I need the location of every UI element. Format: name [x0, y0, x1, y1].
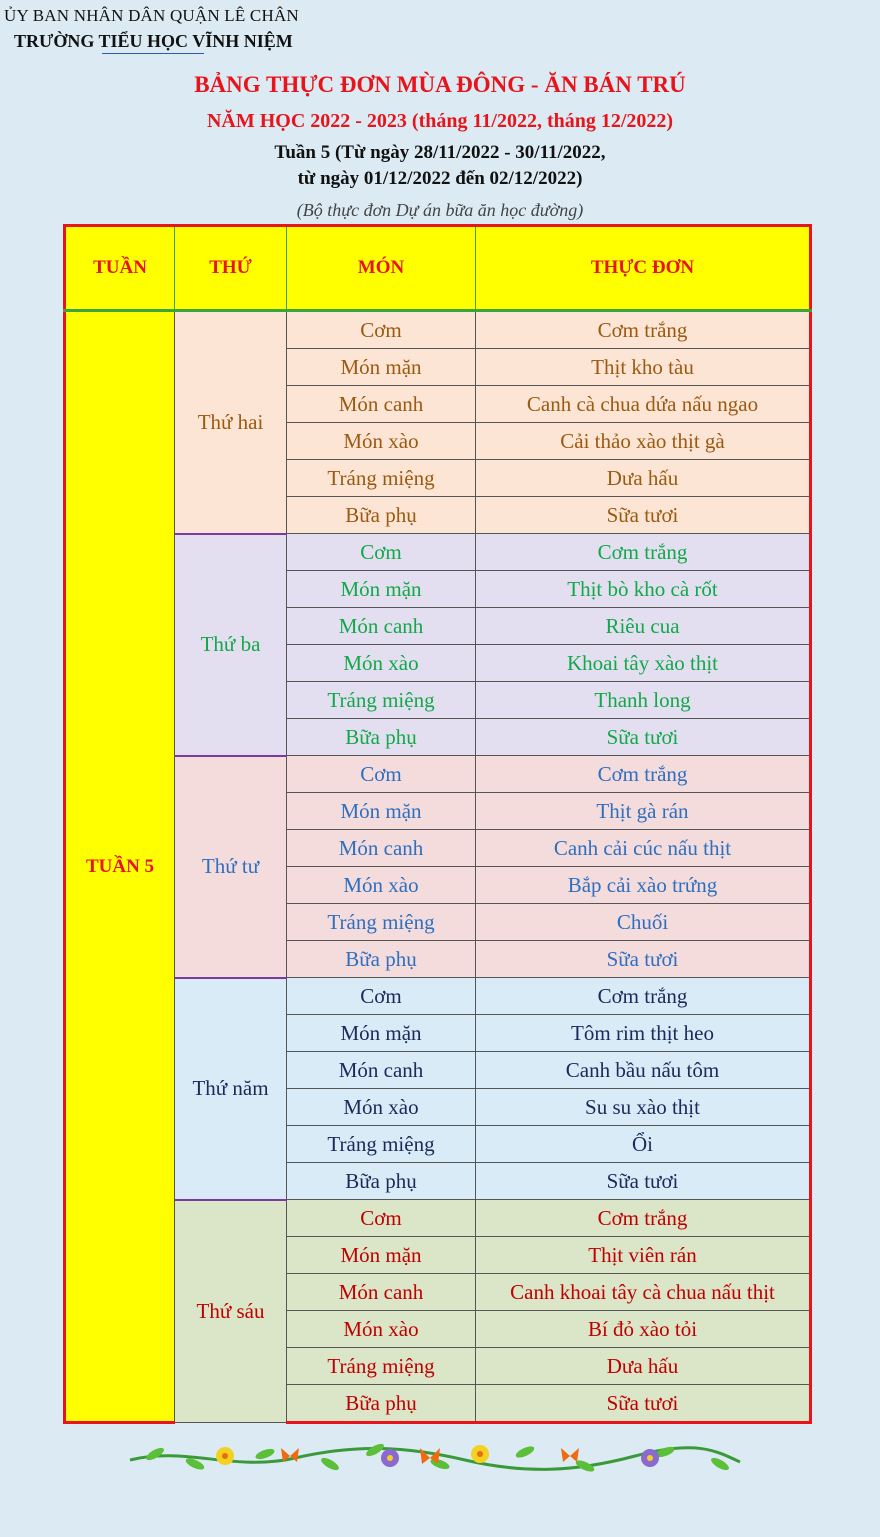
week-range-line1: Tuần 5 (Từ ngày 28/11/2022 - 30/11/2022, [274, 142, 606, 163]
dish-type: Món canh [287, 830, 476, 867]
menu-item: Bắp cải xào trứng [476, 867, 811, 904]
menu-item: Canh cà chua dứa nấu ngao [476, 386, 811, 423]
dish-type: Món canh [287, 386, 476, 423]
menu-item: Thịt bò kho cà rốt [476, 571, 811, 608]
week-range-line2: từ ngày 01/12/2022 đến 02/12/2022) [297, 168, 583, 189]
dish-type: Tráng miệng [287, 904, 476, 941]
menu-item: Cơm trắng [476, 534, 811, 571]
menu-item: Ổi [476, 1126, 811, 1163]
dish-type: Món mặn [287, 793, 476, 830]
table-row [65, 534, 811, 571]
school-year: NĂM HỌC 2022 - 2023 (tháng 11/2022, tháng 12/2022) [206, 110, 674, 132]
menu-item: Thịt kho tàu [476, 349, 811, 386]
menu-item: Sữa tươi [476, 497, 811, 534]
dish-type: Cơm [287, 534, 476, 571]
dish-type: Bữa phụ [287, 497, 476, 534]
day-label: Thứ hai [175, 311, 287, 534]
dish-type: Bữa phụ [287, 1385, 476, 1423]
menu-note: (Bộ thực đơn Dự án bữa ăn học đường) [296, 200, 584, 220]
column-header-week: TUẦN [65, 226, 175, 311]
menu-item: Canh khoai tây cà chua nấu thịt [476, 1274, 811, 1311]
menu-item: Cơm trắng [476, 1200, 811, 1237]
dish-type: Món mặn [287, 349, 476, 386]
dish-type: Món canh [287, 1274, 476, 1311]
school-underline [102, 53, 204, 54]
day-label: Thứ năm [175, 978, 287, 1200]
column-header-day: THỨ [175, 226, 287, 311]
menu-item: Cơm trắng [476, 978, 811, 1015]
menu-item: Bí đỏ xào tỏi [476, 1311, 811, 1348]
menu-item: Sữa tươi [476, 1163, 811, 1200]
menu-item: Khoai tây xào thịt [476, 645, 811, 682]
day-label: Thứ ba [175, 534, 287, 756]
dish-type: Bữa phụ [287, 719, 476, 756]
menu-item: Sữa tươi [476, 941, 811, 978]
dish-type: Cơm [287, 1200, 476, 1237]
menu-item: Dưa hấu [476, 1348, 811, 1385]
menu-item: Riêu cua [476, 608, 811, 645]
dish-type: Cơm [287, 756, 476, 793]
table-row [65, 311, 811, 349]
menu-item: Thanh long [476, 682, 811, 719]
menu-item: Sữa tươi [476, 1385, 811, 1423]
table-row [65, 978, 811, 1015]
dish-type: Món xào [287, 1089, 476, 1126]
dish-type: Món canh [287, 608, 476, 645]
day-label: Thứ sáu [175, 1200, 287, 1423]
dish-type: Món xào [287, 1311, 476, 1348]
dish-type: Cơm [287, 311, 476, 349]
menu-item: Sữa tươi [476, 719, 811, 756]
dish-type: Tráng miệng [287, 682, 476, 719]
dish-type: Món canh [287, 1052, 476, 1089]
menu-item: Chuối [476, 904, 811, 941]
menu-item: Thịt viên rán [476, 1237, 811, 1274]
menu-item: Canh bầu nấu tôm [476, 1052, 811, 1089]
dish-type: Tráng miệng [287, 1348, 476, 1385]
menu-body [65, 311, 811, 1423]
dish-type: Món mặn [287, 571, 476, 608]
school-name: TRƯỜNG TIỂU HỌC VĨNH NIỆM [14, 31, 293, 51]
dish-type: Tráng miệng [287, 1126, 476, 1163]
table-row [65, 1200, 811, 1237]
dish-type: Tráng miệng [287, 460, 476, 497]
dish-type: Cơm [287, 978, 476, 1015]
flower-butterfly-garland-icon [125, 1436, 745, 1476]
menu-title: BẢNG THỰC ĐƠN MÙA ĐÔNG - ĂN BÁN TRÚ [194, 72, 686, 97]
dish-type: Món xào [287, 867, 476, 904]
table-row [65, 756, 811, 793]
dish-type: Bữa phụ [287, 941, 476, 978]
day-label: Thứ tư [175, 756, 287, 978]
menu-item: Tôm rim thịt heo [476, 1015, 811, 1052]
menu-item: Cải thảo xào thịt gà [476, 423, 811, 460]
menu-item: Thịt gà rán [476, 793, 811, 830]
menu-item: Dưa hấu [476, 460, 811, 497]
column-header-menu: THỰC ĐƠN [476, 226, 811, 311]
dish-type: Bữa phụ [287, 1163, 476, 1200]
menu-table [63, 224, 812, 1424]
dish-type: Món mặn [287, 1015, 476, 1052]
menu-item: Cơm trắng [476, 311, 811, 349]
dish-type: Món mặn [287, 1237, 476, 1274]
menu-item: Cơm trắng [476, 756, 811, 793]
menu-item: Canh cải cúc nấu thịt [476, 830, 811, 867]
dish-type: Món xào [287, 423, 476, 460]
week-label: TUẦN 5 [65, 311, 175, 1423]
column-header-dish: MÓN [287, 226, 476, 311]
dish-type: Món xào [287, 645, 476, 682]
table-header-row [65, 226, 811, 311]
menu-item: Su su xào thịt [476, 1089, 811, 1126]
district-name: ỦY BAN NHÂN DÂN QUẬN LÊ CHÂN [4, 6, 299, 25]
